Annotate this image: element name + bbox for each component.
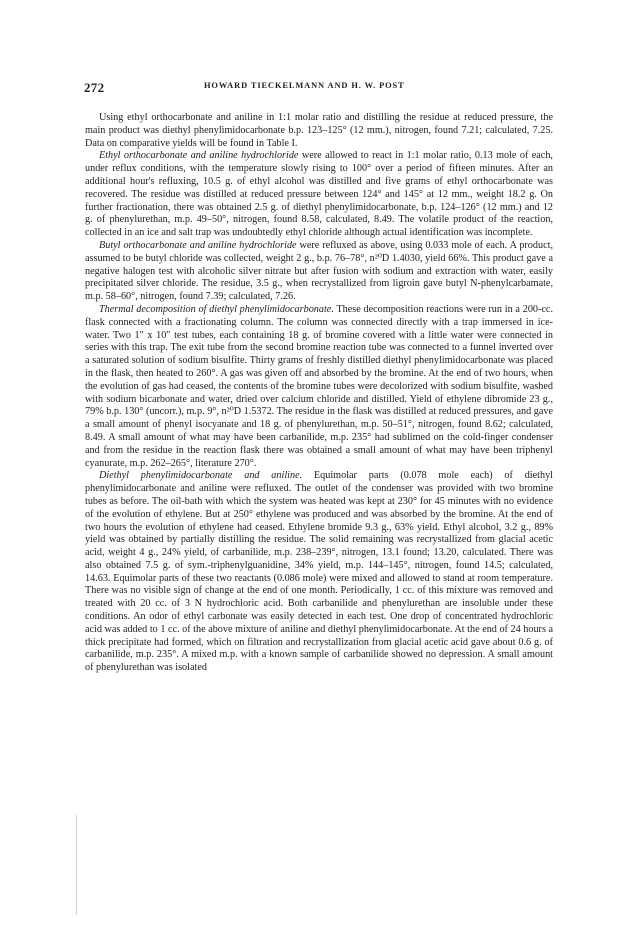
body-text — [85, 112, 553, 675]
paragraph-text: These decomposition reactions were run in a 200-cc. flask connected with a fractionating column. The column was connected directly with a trap immersed in ice-water. Two 1″ x 10″ test tubes, each containing 18 g. of bromine covered with a little water were connected in series with this trap. The exit tube from the second bromine reaction tube was connected to a funnel inverted over a saturated solution of sodium bisulfite. Thirty grams of freshly distilled diethyl phenylimidocarbonate was placed in the flask, then heated to 260°. A gas was given off and absorbed by the bromine. At the end of two hours, when the evolution of gas had ceased, the contents of the bromine tubes were decolorized with sodium bisulfite, washed with sodium bicarbonate and water, dried over calcium chloride and distilled. Yield of ethylene dibromide 23 g., 79% b.p. 130° (uncorr.), m.p. 9°, n²⁰D 1.5372. The residue in the flask was distilled at reduced pressures, and gave a small amount of phenyl isocyanate and 18 g. of phenylurethan, m.p. 50–51°, nitrogen, found 8.62; calculated, 8.49. A small amount of what may have been carbanilide, m.p. 235° had sublimed on the cold-finger condenser and from the residue in the reaction flask there was obtained a small amount of what may have been triphenyl cyanurate, m.p. 262–265°, literature 270°. — [85, 303, 553, 469]
paragraph-2 — [85, 150, 553, 240]
paragraph-lead: Butyl orthocarbonate and aniline hydrochloride — [99, 239, 297, 251]
paragraph-5 — [85, 470, 553, 675]
paragraph-text: were refluxed as above, using 0.033 mole of each. A product, assumed to be butyl chloride was collected, weight 2 g., b.p. 76–78°, n²⁰D 1.4030, yield 66%. This product gave a negative halogen test with alcoholic silver nitrate but after fusion with sodium and extraction with water, easily precipitated silver chloride. The residue, 3.5 g., when recrystallized from ligroin gave butyl N-phenylcarbamate, m.p. 58–60°, nitrogen, found 7.39; calculated, 7.26. — [85, 239, 553, 303]
paragraph-4 — [85, 304, 553, 470]
paragraph-text: Using ethyl orthocarbonate and aniline in 1:1 molar ratio and distilling the residue at reduced pressure, the main product was diethyl phenylimidocarbonate b.p. 123–125° (12 mm.), nitrogen, found 7.21; calculated, 7.25. Data on comparative yields will be found in Table I. — [85, 112, 553, 149]
paragraph-3 — [85, 240, 553, 304]
scan-margin-line — [76, 815, 77, 915]
paragraph-lead: Thermal decomposition of diethyl phenylimidocarbonate. — [99, 303, 334, 315]
paragraph-lead: Ethyl orthocarbonate and aniline hydrochloride — [99, 150, 299, 162]
paragraph-text: were allowed to react in 1:1 molar ratio, 0.13 mole of each, under reflux conditions, with the temperature slowly rising to 100° over a period of fifteen minutes. After an additional hour's refluxing, 10.5 g. of ethyl alcohol was distilled and five grams of ethyl orthocarbonate was recovered. The residue was distilled at reduced pressure between 124° and 145° at 12 mm., weight 18.2 g. On further fractionation, there was obtained 2.5 g. of diethyl phenylimidocarbonate, b.p. 124–126° (12 mm.) and 12 g. of phenylurethan, m.p. 49–50°, nitrogen, found 8.58, calculated, 8.49. The volatile product of the reaction, collected in an ice and salt trap was undoubtedly ethyl chloride although actual identification was incomplete. — [85, 150, 553, 239]
page-number: 272 — [84, 80, 105, 95]
paragraph-text: Equimolar parts (0.078 mole each) of diethyl phenylimidocarbonate and aniline were refluxed. The outlet of the condenser was provided with two bromine tubes as before. The oil-bath with which the system was heated was kept at 230° for 45 minutes with no evidence of the evolution of ethylene. But at 250° ethylene was produced and was absorbed by the bromine. At the end of two hours the evolution of ethylene had ceased. Ethylene bromide 9.3 g., 63% yield. Ethyl alcohol, 3.2 g., 89% yield was obtained by partially distilling the residue. The solid remaining was recrystallized from glacial acetic acid, weight 4 g., 24% yield, of carbanilide, m.p. 238–239°, nitrogen, 13.1 found; 13.20, calculated. There was also obtained 7.5 g. of sym.-triphenylguanidine, 34% yield, m.p. 144–145°, nitrogen, found 14.5; calculated, 14.63. Equimolar parts of these two reactants (0.086 mole) were mixed and allowed to stand at room temperature. There was no visible sign of change at the end of one month. Periodically, 1 cc. of this mixture was removed and treated with 20 cc. of 3 N hydrochloric acid. Both carbanilide and phenylurethan are insoluble under these conditions. An odor of ethyl carbonate was easily detected in each test. One drop of concentrated hydrochloric acid was added to 1 cc. of the above mixture of aniline and diethyl phenylimidocarbonate. At the end of 24 hours a thick precipitate had formed, which on filtration and recrystallization from glacial acetic acid gave about 0.6 g. of carbanilide, m.p. 235°. A mixed m.p. with a known sample of carbanilide showed no depression. A small amount of phenylurethan was isolated — [85, 470, 554, 674]
paragraph-1 — [85, 112, 553, 150]
paragraph-lead: Diethyl phenylimidocarbonate and aniline. — [99, 470, 303, 482]
running-head: HOWARD TIECKELMANN AND H. W. POST — [204, 81, 405, 90]
page-header — [84, 80, 554, 94]
